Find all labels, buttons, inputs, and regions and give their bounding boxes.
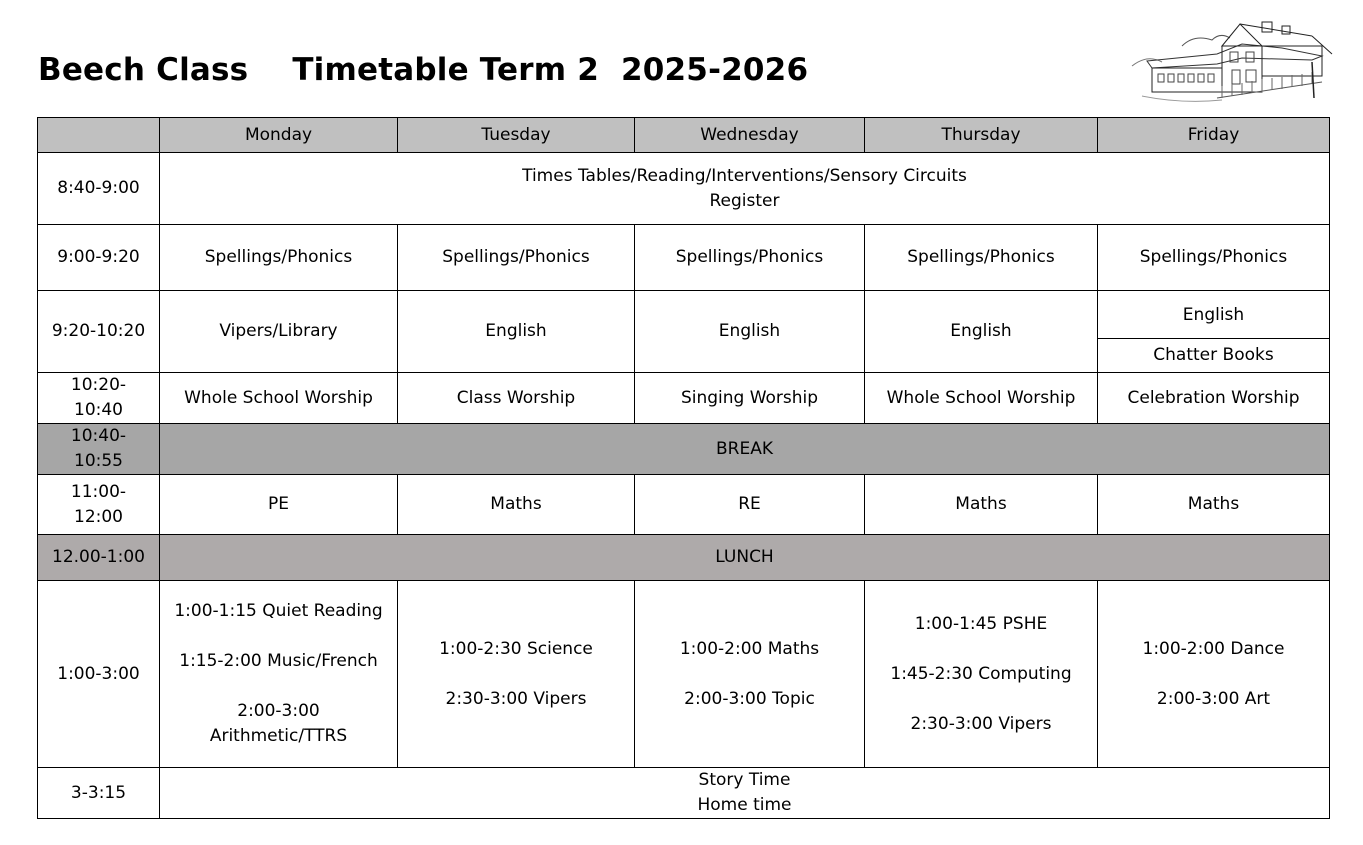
session-cell-thursday	[865, 581, 1098, 768]
session-text: 1:00-2:00 Maths	[679, 638, 820, 659]
session-cell: Spellings/Phonics	[865, 225, 1098, 291]
session-cell: Spellings/Phonics	[635, 225, 865, 291]
time-slot: 12.00-1:00	[38, 535, 160, 581]
session-text: 2:30-3:00 Vipers	[910, 713, 1052, 734]
lunch-row	[38, 535, 1330, 581]
break-label: BREAK	[160, 424, 1330, 475]
page-title	[38, 52, 808, 88]
table-row	[38, 475, 1330, 535]
break-row	[38, 424, 1330, 475]
session-text: 1:45-2:30 Computing	[890, 663, 1072, 684]
session-cell: Spellings/Phonics	[398, 225, 635, 291]
session-text: Arithmetic/TTRS	[209, 726, 348, 746]
session-cell	[160, 768, 1330, 819]
time-start: 11:00-	[70, 481, 127, 502]
day-header-wednesday: Wednesday	[635, 118, 865, 153]
time-end: 10:40	[74, 400, 123, 420]
session-text: 1:00-2:00 Dance	[1142, 638, 1285, 659]
session-text: Chatter Books	[1153, 344, 1274, 365]
table-row	[38, 225, 1330, 291]
session-cell: English	[398, 291, 635, 373]
session-cell: Vipers/Library	[160, 291, 398, 373]
session-cell: Maths	[398, 475, 635, 535]
time-slot: 1:00-3:00	[38, 581, 160, 768]
session-cell: Maths	[865, 475, 1098, 535]
session-cell: English	[865, 291, 1098, 373]
time-slot: 8:40-9:00	[38, 153, 160, 225]
time-slot	[38, 373, 160, 424]
time-start: 10:40-	[70, 426, 127, 446]
session-cell: RE	[635, 475, 865, 535]
time-slot: 9:00-9:20	[38, 225, 160, 291]
session-cell-tuesday	[398, 581, 635, 768]
session-cell: Singing Worship	[635, 373, 865, 424]
session-cell: Spellings/Phonics	[1098, 225, 1330, 291]
session-cell: Spellings/Phonics	[160, 225, 398, 291]
table-row	[38, 373, 1330, 424]
day-header-monday: Monday	[160, 118, 398, 153]
table-row	[38, 768, 1330, 819]
session-text: Story Time	[698, 770, 791, 790]
session-cell: Whole School Worship	[865, 373, 1098, 424]
time-end: 10:55	[74, 451, 123, 471]
session-cell-wednesday	[635, 581, 865, 768]
session-text: Register	[709, 190, 780, 211]
day-header-tuesday: Tuesday	[398, 118, 635, 153]
time-slot	[38, 424, 160, 475]
session-text: 1:00-2:30 Science	[439, 638, 593, 659]
session-cell: PE	[160, 475, 398, 535]
session-text: 2:00-3:00 Art	[1156, 688, 1271, 709]
session-cell-friday	[1098, 581, 1330, 768]
time-slot	[38, 475, 160, 535]
lunch-label: LUNCH	[160, 535, 1330, 581]
school-year: 2025-2026	[621, 52, 809, 88]
time-slot: 3-3:15	[38, 768, 160, 819]
corner-cell	[38, 118, 160, 153]
session-cell-split	[1098, 291, 1330, 373]
day-header-thursday: Thursday	[865, 118, 1098, 153]
class-name: Beech Class	[38, 52, 249, 88]
time-slot: 9:20-10:20	[38, 291, 160, 373]
session-text: Times Tables/Reading/Interventions/Sensory Circuits	[522, 165, 967, 186]
session-cell: Maths	[1098, 475, 1330, 535]
table-row	[38, 581, 1330, 768]
session-text: 2:00-3:00 Topic	[684, 688, 815, 709]
timetable-title: Timetable Term 2	[292, 52, 599, 88]
session-text: 2:00-3:00	[237, 701, 320, 721]
session-text: 1:00-1:15 Quiet Reading	[174, 601, 383, 621]
session-text: 1:00-1:45 PSHE	[914, 613, 1048, 634]
day-header-row	[38, 118, 1330, 153]
session-text: Home time	[697, 795, 792, 815]
school-building-sketch-icon	[1122, 16, 1356, 106]
time-end: 12:00	[74, 506, 123, 527]
session-cell: Class Worship	[398, 373, 635, 424]
session-cell: Celebration Worship	[1098, 373, 1330, 424]
session-cell: English	[635, 291, 865, 373]
table-row	[38, 291, 1330, 373]
time-start: 10:20-	[70, 375, 127, 395]
session-cell	[160, 153, 1330, 225]
session-text: English	[1098, 292, 1329, 339]
session-text: 1:15-2:00 Music/French	[179, 651, 378, 671]
session-cell-monday	[160, 581, 398, 768]
session-text: 2:30-3:00 Vipers	[445, 688, 587, 709]
table-row	[38, 153, 1330, 225]
timetable	[37, 117, 1330, 819]
session-cell: Whole School Worship	[160, 373, 398, 424]
day-header-friday: Friday	[1098, 118, 1330, 153]
